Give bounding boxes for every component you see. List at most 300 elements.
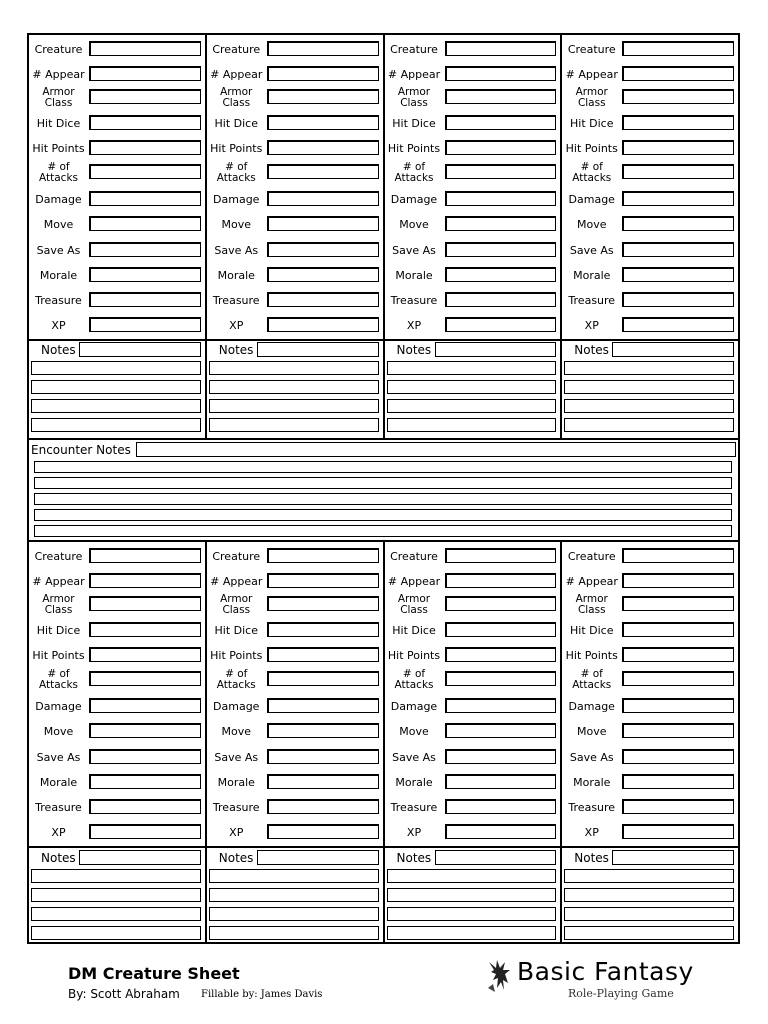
notes-line[interactable] bbox=[564, 399, 734, 413]
appearing-field[interactable] bbox=[445, 66, 557, 81]
stat-row-attacks bbox=[562, 160, 738, 185]
sheet-title: DM Creature Sheet bbox=[68, 964, 240, 983]
stat-row-attacks bbox=[29, 667, 205, 692]
stat-label-creature: Creature bbox=[34, 550, 83, 563]
stat-label-treasure: Treasure bbox=[35, 294, 82, 307]
stat-block bbox=[562, 35, 738, 340]
notes-line[interactable] bbox=[209, 361, 379, 375]
stat-label-hit-points: Hit Points bbox=[565, 142, 618, 155]
stat-label-attacks: # of Attacks bbox=[216, 667, 256, 691]
stat-label-move: Move bbox=[221, 218, 251, 231]
stat-row-save-as bbox=[385, 238, 561, 263]
stat-row-appearing bbox=[562, 569, 738, 594]
notes-field[interactable] bbox=[435, 850, 557, 865]
notes-line[interactable] bbox=[209, 888, 379, 902]
stat-row-save-as bbox=[207, 238, 383, 263]
stat-row-xp bbox=[385, 313, 561, 338]
stat-row-xp bbox=[385, 820, 561, 845]
notes-label: Notes bbox=[574, 343, 609, 357]
stat-row-damage bbox=[562, 694, 738, 719]
basic-fantasy-logo bbox=[485, 956, 705, 1006]
move-field[interactable] bbox=[267, 216, 379, 231]
notes-line[interactable] bbox=[209, 380, 379, 394]
stat-label-armor-class: Armor Class bbox=[42, 592, 75, 616]
stat-row-creature bbox=[385, 37, 561, 62]
save-as-field[interactable] bbox=[622, 242, 734, 257]
stat-label-save-as: Save As bbox=[36, 751, 81, 764]
notes-line[interactable] bbox=[564, 869, 734, 883]
stat-label-hit-points: Hit Points bbox=[387, 649, 441, 662]
encounter-notes-section bbox=[29, 440, 738, 540]
morale-field[interactable] bbox=[89, 774, 201, 789]
armor-class-field[interactable] bbox=[445, 89, 557, 104]
stat-row-treasure bbox=[29, 795, 205, 820]
save-as-field[interactable] bbox=[445, 749, 557, 764]
stat-row-move bbox=[562, 719, 738, 744]
hit-points-field[interactable] bbox=[89, 140, 201, 155]
hit-dice-field[interactable] bbox=[89, 115, 201, 130]
notes-label: Notes bbox=[41, 851, 76, 865]
stat-row-hit-dice bbox=[385, 111, 561, 136]
stat-row-appearing bbox=[29, 569, 205, 594]
save-as-field[interactable] bbox=[267, 749, 379, 764]
stat-row-damage bbox=[385, 187, 561, 212]
stat-band-top bbox=[29, 35, 738, 340]
notes-line[interactable] bbox=[564, 888, 734, 902]
damage-field[interactable] bbox=[89, 698, 201, 713]
stat-row-armor-class bbox=[207, 592, 383, 617]
notes-line[interactable] bbox=[31, 888, 201, 902]
stat-row-move bbox=[29, 212, 205, 237]
encounter-notes-line[interactable] bbox=[34, 477, 732, 489]
stat-row-morale bbox=[29, 263, 205, 288]
stat-label-armor-class: Armor Class bbox=[42, 85, 75, 109]
stat-row-hit-dice bbox=[562, 618, 738, 643]
save-as-field[interactable] bbox=[89, 749, 201, 764]
stat-row-move bbox=[562, 212, 738, 237]
stat-row-damage bbox=[29, 187, 205, 212]
attacks-field[interactable] bbox=[622, 671, 734, 686]
move-field[interactable] bbox=[622, 723, 734, 738]
stat-label-treasure: Treasure bbox=[390, 294, 438, 307]
notes-line[interactable] bbox=[564, 926, 734, 940]
notes-line[interactable] bbox=[387, 888, 557, 902]
notes-line[interactable] bbox=[209, 907, 379, 921]
stat-label-move: Move bbox=[221, 725, 251, 738]
stat-row-appearing bbox=[562, 62, 738, 87]
notes-line[interactable] bbox=[564, 907, 734, 921]
notes-label: Notes bbox=[218, 851, 254, 865]
stat-label-treasure: Treasure bbox=[212, 294, 260, 307]
notes-block bbox=[207, 340, 385, 438]
stat-row-save-as bbox=[385, 745, 561, 770]
stat-label-xp: XP bbox=[584, 319, 599, 332]
stat-row-creature bbox=[562, 544, 738, 569]
dragon-icon bbox=[485, 958, 511, 994]
notes-label: Notes bbox=[218, 343, 254, 357]
save-as-field[interactable] bbox=[445, 242, 557, 257]
stat-row-creature bbox=[29, 37, 205, 62]
stat-label-save-as: Save As bbox=[392, 751, 436, 764]
encounter-notes-line[interactable] bbox=[34, 525, 732, 537]
armor-class-field[interactable] bbox=[89, 596, 201, 611]
stat-label-move: Move bbox=[399, 218, 429, 231]
stat-row-hit-dice bbox=[207, 111, 383, 136]
author-credit: By: Scott Abraham bbox=[68, 987, 180, 1001]
encounter-notes-line[interactable] bbox=[34, 461, 732, 473]
morale-field[interactable] bbox=[89, 267, 201, 282]
stat-label-creature: Creature bbox=[212, 43, 261, 56]
stat-row-treasure bbox=[207, 795, 383, 820]
stat-row-damage bbox=[207, 187, 383, 212]
attacks-field[interactable] bbox=[267, 671, 379, 686]
appearing-field[interactable] bbox=[622, 66, 734, 81]
notes-line[interactable] bbox=[564, 380, 734, 394]
attacks-field[interactable] bbox=[89, 671, 201, 686]
encounter-notes-line[interactable] bbox=[34, 509, 732, 521]
stat-label-morale: Morale bbox=[39, 269, 78, 282]
encounter-notes-line[interactable] bbox=[34, 493, 732, 505]
stat-label-hit-dice: Hit Dice bbox=[36, 624, 81, 637]
creature-sheet bbox=[27, 33, 740, 944]
notes-field[interactable] bbox=[257, 342, 379, 357]
damage-field[interactable] bbox=[89, 191, 201, 206]
stat-row-damage bbox=[562, 187, 738, 212]
stat-block bbox=[385, 35, 563, 340]
notes-line[interactable] bbox=[209, 869, 379, 883]
appearing-field[interactable] bbox=[89, 66, 201, 81]
attacks-field[interactable] bbox=[445, 671, 557, 686]
stat-label-morale: Morale bbox=[573, 776, 611, 789]
armor-class-field[interactable] bbox=[89, 89, 201, 104]
stat-label-morale: Morale bbox=[217, 776, 255, 789]
armor-class-field[interactable] bbox=[622, 89, 734, 104]
creature-field[interactable] bbox=[622, 41, 734, 56]
stat-label-morale: Morale bbox=[395, 269, 433, 282]
stat-label-hit-dice: Hit Dice bbox=[36, 117, 81, 130]
stat-label-damage: Damage bbox=[35, 193, 82, 206]
save-as-field[interactable] bbox=[89, 242, 201, 257]
hit-dice-field[interactable] bbox=[445, 115, 557, 130]
stat-row-creature bbox=[562, 37, 738, 62]
hit-dice-field[interactable] bbox=[267, 115, 379, 130]
damage-field[interactable] bbox=[622, 191, 734, 206]
creature-field[interactable] bbox=[267, 548, 379, 563]
stat-label-xp: XP bbox=[584, 826, 599, 839]
hit-points-field[interactable] bbox=[622, 140, 734, 155]
stat-block bbox=[207, 542, 385, 847]
stat-label-attacks: # of Attacks bbox=[572, 667, 612, 691]
stat-row-damage bbox=[29, 694, 205, 719]
move-field[interactable] bbox=[267, 723, 379, 738]
stat-row-treasure bbox=[29, 288, 205, 313]
stat-label-creature: Creature bbox=[567, 43, 616, 56]
logo-subtitle: Role-Playing Game bbox=[568, 987, 674, 1000]
treasure-field[interactable] bbox=[445, 292, 557, 307]
damage-field[interactable] bbox=[445, 191, 557, 206]
notes-band-bottom bbox=[29, 848, 738, 944]
stat-row-xp bbox=[562, 313, 738, 338]
stat-label-appearing: # Appear bbox=[32, 575, 85, 588]
notes-line[interactable] bbox=[387, 399, 557, 413]
notes-field[interactable] bbox=[79, 342, 201, 357]
damage-field[interactable] bbox=[622, 698, 734, 713]
stat-label-armor-class: Armor Class bbox=[575, 85, 608, 109]
stat-label-xp: XP bbox=[229, 826, 244, 839]
treasure-field[interactable] bbox=[89, 799, 201, 814]
stat-row-armor-class bbox=[562, 592, 738, 617]
xp-field[interactable] bbox=[445, 824, 557, 839]
notes-field[interactable] bbox=[257, 850, 379, 865]
stat-label-save-as: Save As bbox=[569, 751, 614, 764]
notes-line[interactable] bbox=[387, 361, 557, 375]
stat-label-appearing: # Appear bbox=[210, 575, 263, 588]
stat-label-armor-class: Armor Class bbox=[575, 592, 608, 616]
stat-row-hit-points bbox=[29, 643, 205, 668]
damage-field[interactable] bbox=[445, 698, 557, 713]
stat-row-creature bbox=[207, 37, 383, 62]
treasure-field[interactable] bbox=[622, 292, 734, 307]
xp-field[interactable] bbox=[89, 824, 201, 839]
notes-band-top bbox=[29, 340, 738, 438]
xp-field[interactable] bbox=[89, 317, 201, 332]
stat-row-treasure bbox=[562, 795, 738, 820]
stat-row-hit-dice bbox=[562, 111, 738, 136]
treasure-field[interactable] bbox=[622, 799, 734, 814]
stat-label-creature: Creature bbox=[390, 550, 438, 563]
notes-field[interactable] bbox=[435, 342, 557, 357]
notes-label: Notes bbox=[574, 851, 609, 865]
morale-field[interactable] bbox=[267, 267, 379, 282]
stat-label-move: Move bbox=[43, 218, 74, 231]
move-field[interactable] bbox=[622, 216, 734, 231]
stat-row-save-as bbox=[562, 745, 738, 770]
stat-label-xp: XP bbox=[229, 319, 244, 332]
notes-line[interactable] bbox=[31, 907, 201, 921]
encounter-notes-label: Encounter Notes bbox=[31, 443, 131, 457]
stat-row-appearing bbox=[385, 569, 561, 594]
notes-block bbox=[385, 848, 563, 944]
stat-row-appearing bbox=[29, 62, 205, 87]
stat-label-hit-dice: Hit Dice bbox=[214, 624, 258, 637]
notes-field[interactable] bbox=[79, 850, 201, 865]
stat-row-treasure bbox=[207, 288, 383, 313]
stat-label-save-as: Save As bbox=[36, 244, 81, 257]
stat-row-morale bbox=[562, 263, 738, 288]
stat-row-attacks bbox=[385, 160, 561, 185]
stat-row-treasure bbox=[385, 795, 561, 820]
stat-label-treasure: Treasure bbox=[35, 801, 82, 814]
notes-block bbox=[562, 848, 738, 944]
notes-line[interactable] bbox=[31, 869, 201, 883]
hit-points-field[interactable] bbox=[445, 647, 557, 662]
notes-block bbox=[207, 848, 385, 944]
stat-row-save-as bbox=[29, 745, 205, 770]
notes-line[interactable] bbox=[387, 926, 557, 940]
notes-block bbox=[29, 340, 207, 438]
stat-row-hit-dice bbox=[385, 618, 561, 643]
notes-line[interactable] bbox=[31, 926, 201, 940]
creature-field[interactable] bbox=[267, 41, 379, 56]
notes-line[interactable] bbox=[387, 380, 557, 394]
stat-row-morale bbox=[562, 770, 738, 795]
notes-line[interactable] bbox=[209, 418, 379, 432]
move-field[interactable] bbox=[89, 216, 201, 231]
notes-line[interactable] bbox=[564, 418, 734, 432]
treasure-field[interactable] bbox=[267, 799, 379, 814]
notes-field[interactable] bbox=[612, 850, 734, 865]
armor-class-field[interactable] bbox=[622, 596, 734, 611]
creature-field[interactable] bbox=[445, 41, 557, 56]
notes-line[interactable] bbox=[209, 399, 379, 413]
stat-label-hit-points: Hit Points bbox=[565, 649, 618, 662]
stat-row-hit-points bbox=[562, 643, 738, 668]
attacks-field[interactable] bbox=[622, 164, 734, 179]
stat-label-appearing: # Appear bbox=[387, 575, 441, 588]
stat-row-treasure bbox=[562, 288, 738, 313]
notes-line[interactable] bbox=[31, 399, 201, 413]
creature-field[interactable] bbox=[445, 548, 557, 563]
encounter-notes-field[interactable] bbox=[136, 442, 736, 457]
treasure-field[interactable] bbox=[267, 292, 379, 307]
notes-line[interactable] bbox=[564, 361, 734, 375]
stat-label-xp: XP bbox=[406, 826, 422, 839]
stat-label-creature: Creature bbox=[567, 550, 616, 563]
stat-label-attacks: # of Attacks bbox=[39, 160, 78, 184]
notes-line[interactable] bbox=[209, 926, 379, 940]
stat-label-save-as: Save As bbox=[214, 751, 259, 764]
morale-field[interactable] bbox=[622, 267, 734, 282]
stat-row-damage bbox=[385, 694, 561, 719]
stat-label-damage: Damage bbox=[568, 700, 615, 713]
appearing-field[interactable] bbox=[445, 573, 557, 588]
armor-class-field[interactable] bbox=[445, 596, 557, 611]
stat-label-damage: Damage bbox=[390, 193, 438, 206]
armor-class-field[interactable] bbox=[267, 596, 379, 611]
stat-row-armor-class bbox=[385, 592, 561, 617]
morale-field[interactable] bbox=[267, 774, 379, 789]
stat-row-xp bbox=[207, 313, 383, 338]
armor-class-field[interactable] bbox=[267, 89, 379, 104]
appearing-field[interactable] bbox=[622, 573, 734, 588]
hit-dice-field[interactable] bbox=[445, 622, 557, 637]
xp-field[interactable] bbox=[267, 824, 379, 839]
stat-label-xp: XP bbox=[51, 319, 66, 332]
stat-label-morale: Morale bbox=[39, 776, 78, 789]
stat-row-armor-class bbox=[29, 85, 205, 110]
save-as-field[interactable] bbox=[267, 242, 379, 257]
stat-row-save-as bbox=[29, 238, 205, 263]
xp-field[interactable] bbox=[445, 317, 557, 332]
hit-points-field[interactable] bbox=[445, 140, 557, 155]
hit-dice-field[interactable] bbox=[622, 115, 734, 130]
notes-field[interactable] bbox=[612, 342, 734, 357]
damage-field[interactable] bbox=[267, 698, 379, 713]
stat-label-hit-points: Hit Points bbox=[210, 142, 263, 155]
stat-row-armor-class bbox=[207, 85, 383, 110]
appearing-field[interactable] bbox=[267, 573, 379, 588]
notes-line[interactable] bbox=[387, 418, 557, 432]
stat-label-armor-class: Armor Class bbox=[397, 592, 431, 616]
hit-dice-field[interactable] bbox=[89, 622, 201, 637]
attacks-field[interactable] bbox=[89, 164, 201, 179]
hit-points-field[interactable] bbox=[89, 647, 201, 662]
notes-line[interactable] bbox=[387, 869, 557, 883]
attacks-field[interactable] bbox=[445, 164, 557, 179]
stat-label-treasure: Treasure bbox=[568, 801, 616, 814]
stat-row-attacks bbox=[207, 160, 383, 185]
stat-label-damage: Damage bbox=[35, 700, 82, 713]
notes-line[interactable] bbox=[387, 907, 557, 921]
creature-field[interactable] bbox=[89, 548, 201, 563]
notes-line[interactable] bbox=[31, 361, 201, 375]
save-as-field[interactable] bbox=[622, 749, 734, 764]
stat-row-appearing bbox=[385, 62, 561, 87]
stat-label-hit-dice: Hit Dice bbox=[392, 117, 436, 130]
stat-row-appearing bbox=[207, 569, 383, 594]
stat-row-morale bbox=[385, 263, 561, 288]
xp-field[interactable] bbox=[622, 824, 734, 839]
morale-field[interactable] bbox=[445, 267, 557, 282]
notes-label: Notes bbox=[41, 343, 76, 357]
morale-field[interactable] bbox=[445, 774, 557, 789]
stat-label-attacks: # of Attacks bbox=[394, 160, 434, 184]
stat-label-appearing: # Appear bbox=[210, 68, 263, 81]
treasure-field[interactable] bbox=[445, 799, 557, 814]
move-field[interactable] bbox=[445, 216, 557, 231]
hit-points-field[interactable] bbox=[622, 647, 734, 662]
move-field[interactable] bbox=[445, 723, 557, 738]
stat-label-xp: XP bbox=[406, 319, 422, 332]
appearing-field[interactable] bbox=[89, 573, 201, 588]
hit-points-field[interactable] bbox=[267, 140, 379, 155]
stat-row-armor-class bbox=[29, 592, 205, 617]
stat-row-morale bbox=[207, 770, 383, 795]
move-field[interactable] bbox=[89, 723, 201, 738]
stat-row-treasure bbox=[385, 288, 561, 313]
creature-field[interactable] bbox=[89, 41, 201, 56]
notes-label: Notes bbox=[396, 851, 432, 865]
stat-label-hit-points: Hit Points bbox=[210, 649, 263, 662]
notes-label: Notes bbox=[396, 343, 432, 357]
hit-dice-field[interactable] bbox=[267, 622, 379, 637]
stat-row-move bbox=[385, 719, 561, 744]
notes-line[interactable] bbox=[31, 418, 201, 432]
stat-label-appearing: # Appear bbox=[387, 68, 441, 81]
morale-field[interactable] bbox=[622, 774, 734, 789]
creature-field[interactable] bbox=[622, 548, 734, 563]
stat-block bbox=[29, 35, 207, 340]
stat-label-morale: Morale bbox=[217, 269, 255, 282]
attacks-field[interactable] bbox=[267, 164, 379, 179]
stat-label-armor-class: Armor Class bbox=[397, 85, 431, 109]
stat-row-move bbox=[29, 719, 205, 744]
appearing-field[interactable] bbox=[267, 66, 379, 81]
xp-field[interactable] bbox=[267, 317, 379, 332]
stat-row-attacks bbox=[562, 667, 738, 692]
stat-row-save-as bbox=[207, 745, 383, 770]
stat-label-move: Move bbox=[577, 725, 607, 738]
hit-points-field[interactable] bbox=[267, 647, 379, 662]
stat-row-hit-points bbox=[385, 643, 561, 668]
stat-row-damage bbox=[207, 694, 383, 719]
xp-field[interactable] bbox=[622, 317, 734, 332]
damage-field[interactable] bbox=[267, 191, 379, 206]
hit-dice-field[interactable] bbox=[622, 622, 734, 637]
treasure-field[interactable] bbox=[89, 292, 201, 307]
stat-block bbox=[207, 35, 385, 340]
notes-line[interactable] bbox=[31, 380, 201, 394]
